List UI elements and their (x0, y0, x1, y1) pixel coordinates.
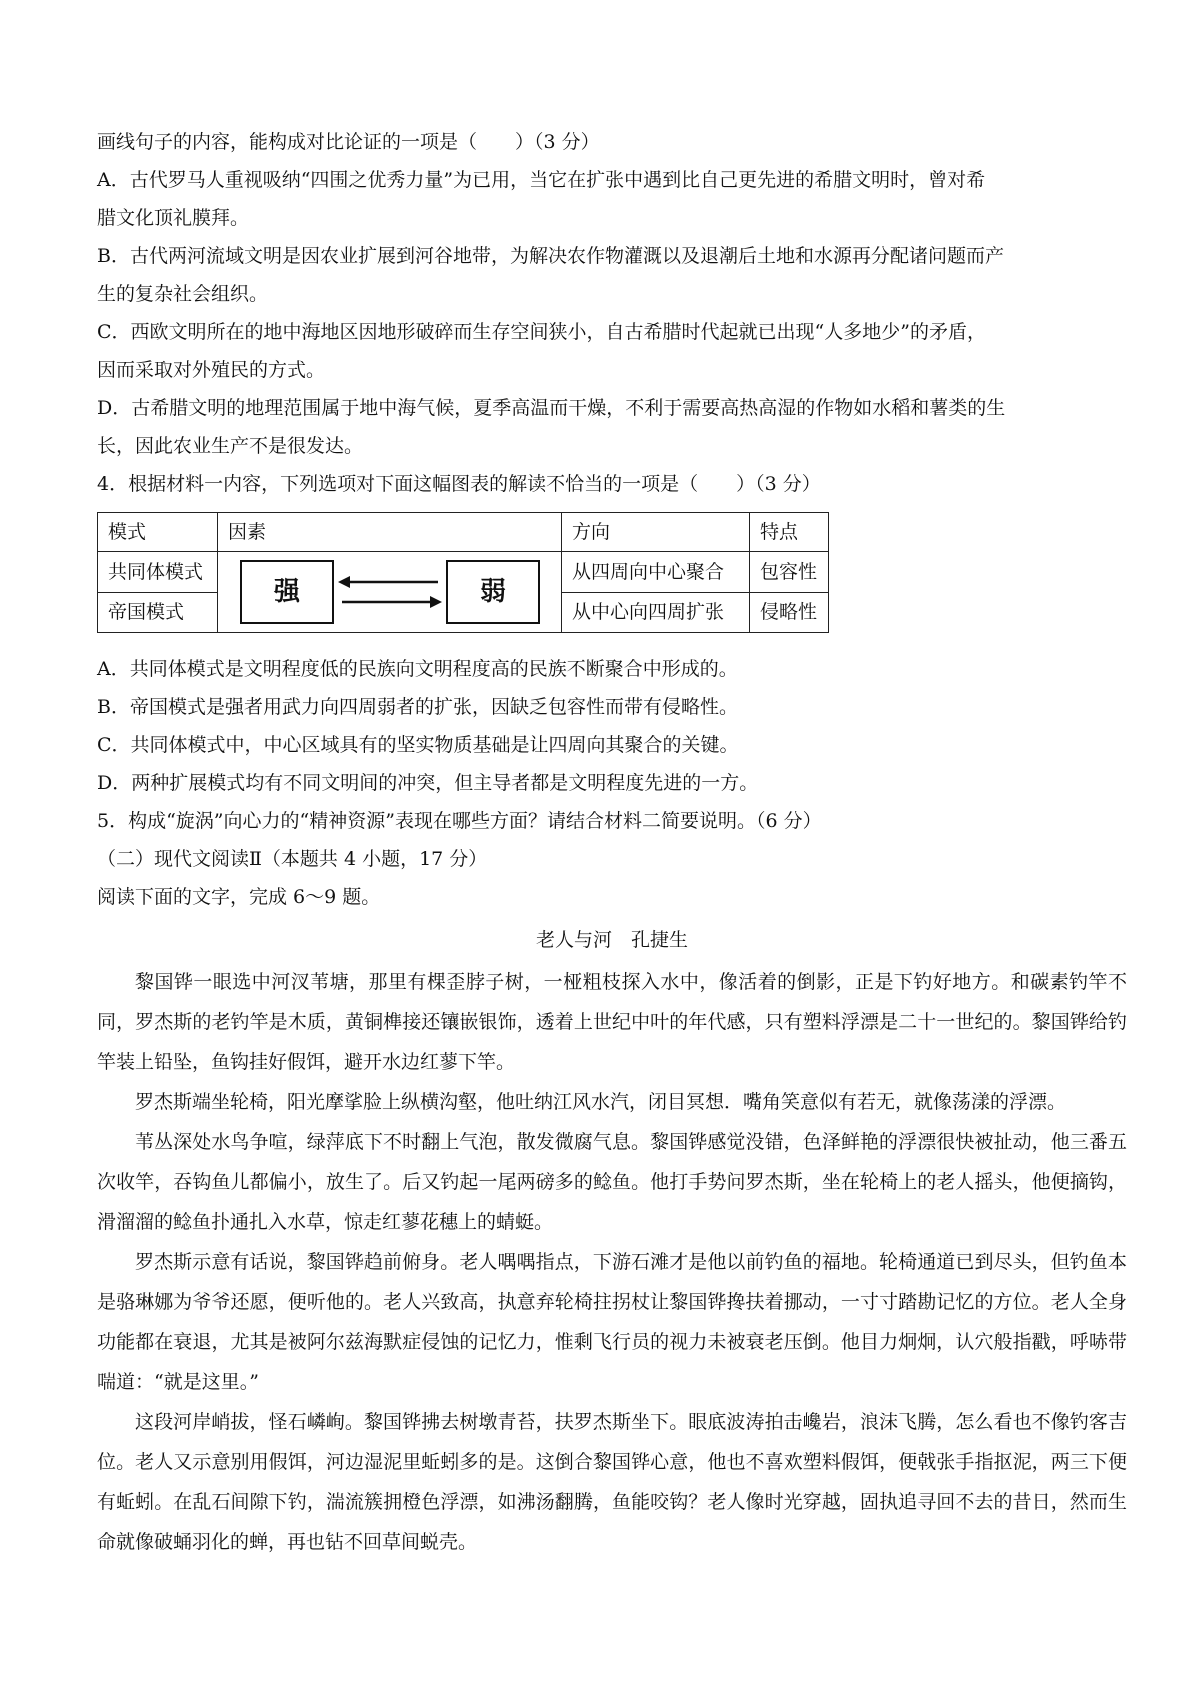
question-4-stem: 4．根据材料一内容，下列选项对下面这幅图表的解读不恰当的一项是（ ）（3 分） (97, 473, 821, 495)
q3-option-b-line2: 生的复杂社会组织。 (97, 283, 269, 305)
strong-box: 强 (240, 560, 334, 624)
q4-option-b: B．帝国模式是强者用武力向四周弱者的扩张，因缺乏包容性而带有侵略性。 (97, 696, 738, 718)
article-paragraph: 这段河岸峭拔，怪石嶙峋。黎国铧拂去树墩青苔，扶罗杰斯坐下。眼底波涛拍击巉岩，浪沫飞腾，怎么看也不像钓客吉位。老人又示意别用假饵，河边湿泥里蚯蚓多的是。这倒合黎国铧心意，他也不喜欢塑料假饵，便戟张手指抠泥，两三下便有蚯蚓。在乱石间隙下钓，湍流簇拥橙色浮漂，如沸汤翻腾，鱼能咬钩？老人像时光穿越，固执追寻回不去的昔日，然而生命就像破蛹羽化的蝉，再也钻不回草间蜕壳。 (97, 1411, 1127, 1553)
row2-feature: 侵略性 (750, 592, 829, 633)
q3-option-c-line1: C．西欧文明所在的地中海地区因地形破碎而生存空间狭小，自古希腊时代起就已出现“人多地少”的矛盾， (97, 321, 986, 343)
table-header-row (98, 513, 829, 552)
q4-option-c: C．共同体模式中，中心区域具有的坚实物质基础是让四周向其聚合的关键。 (97, 734, 739, 756)
mode-comparison-table (97, 512, 829, 633)
section-2-heading: （二）现代文阅读Ⅱ（本题共 4 小题，17 分） (97, 848, 488, 870)
article-title (97, 921, 1127, 959)
question-5: 5．构成“旋涡”向心力的“精神资源”表现在哪些方面？请结合材料二简要说明。（6 分） (97, 810, 822, 832)
article-paragraph: 罗杰斯端坐轮椅，阳光摩挲脸上纵横沟壑，他吐纳江风水汽，闭目冥想．嘴角笑意似有若无，就像荡漾的浮漂。 (135, 1091, 1067, 1113)
q3-option-d-line1: D．古希腊文明的地理范围属于地中海气候，夏季高温而干燥，不利于需要高热高湿的作物如水稻和薯类的生 (97, 397, 1006, 419)
double-arrow-icon (338, 568, 442, 616)
article-paragraph: 罗杰斯示意有话说，黎国铧趋前俯身。老人喁喁指点，下游石滩才是他以前钓鱼的福地。轮椅通道已到尽头，但钓鱼本是骆琳娜为爷爷还愿，便听他的。老人兴致高，执意弃轮椅拄拐杖让黎国铧搀扶着挪动，一寸寸踏勘记忆的方位。老人全身功能都在衰退，尤其是被阿尔兹海默症侵蚀的记忆力，惟剩飞行员的视力未被衰老压倒。他目力炯炯，认穴般指戳，呼哧带喘道：“就是这里。” (97, 1251, 1127, 1393)
row1-mode: 共同体模式 (98, 552, 218, 593)
row2-mode: 帝国模式 (98, 592, 218, 633)
row1-direction: 从四周向中心聚合 (562, 552, 750, 593)
question-4-options (97, 650, 1127, 916)
header-mode: 模式 (98, 513, 218, 552)
q3-option-a-line2: 腊文化顶礼膜拜。 (97, 207, 250, 229)
header-direction: 方向 (562, 513, 750, 552)
q3-option-b-line1: B．古代两河流域文明是因农业扩展到河谷地带，为解决农作物灌溉以及退潮后土地和水源再分配诸问题而产 (97, 245, 1004, 267)
row2-direction: 从中心向四周扩张 (562, 592, 750, 633)
article-body (97, 962, 1127, 1562)
header-feature: 特点 (750, 513, 829, 552)
q3-option-a-line1: A．古代罗马人重视吸纳“四围之优秀力量”为已用，当它在扩张中遇到比自己更先进的希腊文明时，曾对希 (97, 169, 986, 191)
article-paragraph: 苇丛深处水鸟争喧，绿萍底下不时翻上气泡，散发微腐气息。黎国铧感觉没错，色泽鲜艳的浮漂很快被扯动，他三番五次收竿，吞钩鱼儿都偏小，放生了。后又钓起一尾两磅多的鲶鱼。他打手势问罗杰斯，坐在轮椅上的老人摇头，他便摘钩，滑溜溜的鲶鱼扑通扎入水草，惊走红蓼花穗上的蜻蜓。 (97, 1131, 1127, 1233)
q3-option-c-line2: 因而采取对外殖民的方式。 (97, 359, 326, 381)
row1-feature: 包容性 (750, 552, 829, 593)
q4-option-a: A．共同体模式是文明程度低的民族向文明程度高的民族不断聚合中形成的。 (97, 658, 738, 680)
header-factor: 因素 (218, 513, 562, 552)
section-2-instruction: 阅读下面的文字，完成 6～9 题。 (97, 886, 381, 908)
q4-option-d: D．两种扩展模式均有不同文明间的冲突，但主导者都是文明程度先进的一方。 (97, 772, 759, 794)
weak-box: 弱 (446, 560, 540, 624)
table-row (98, 552, 829, 593)
question-3-stem: 画线句子的内容，能构成对比论证的一项是（ ）（3 分） (97, 131, 600, 153)
q3-option-d-line2: 长，因此农业生产不是很发达。 (97, 435, 364, 457)
question-3 (97, 123, 1127, 503)
article-title-text: 老人与河 孔捷生 (535, 929, 688, 951)
article-paragraph: 黎国铧一眼选中河汊苇塘，那里有棵歪脖子树，一桠粗枝探入水中，像活着的倒影，正是下钓好地方。和碳素钓竿不同，罗杰斯的老钓竿是木质，黄铜榫接还镶嵌银饰，透着上世纪中叶的年代感，只有塑料浮漂是二十一世纪的。黎国铧给钓竿装上铅坠，鱼钩挂好假饵，避开水边红蓼下竿。 (97, 971, 1127, 1073)
factor-diagram (218, 552, 562, 633)
